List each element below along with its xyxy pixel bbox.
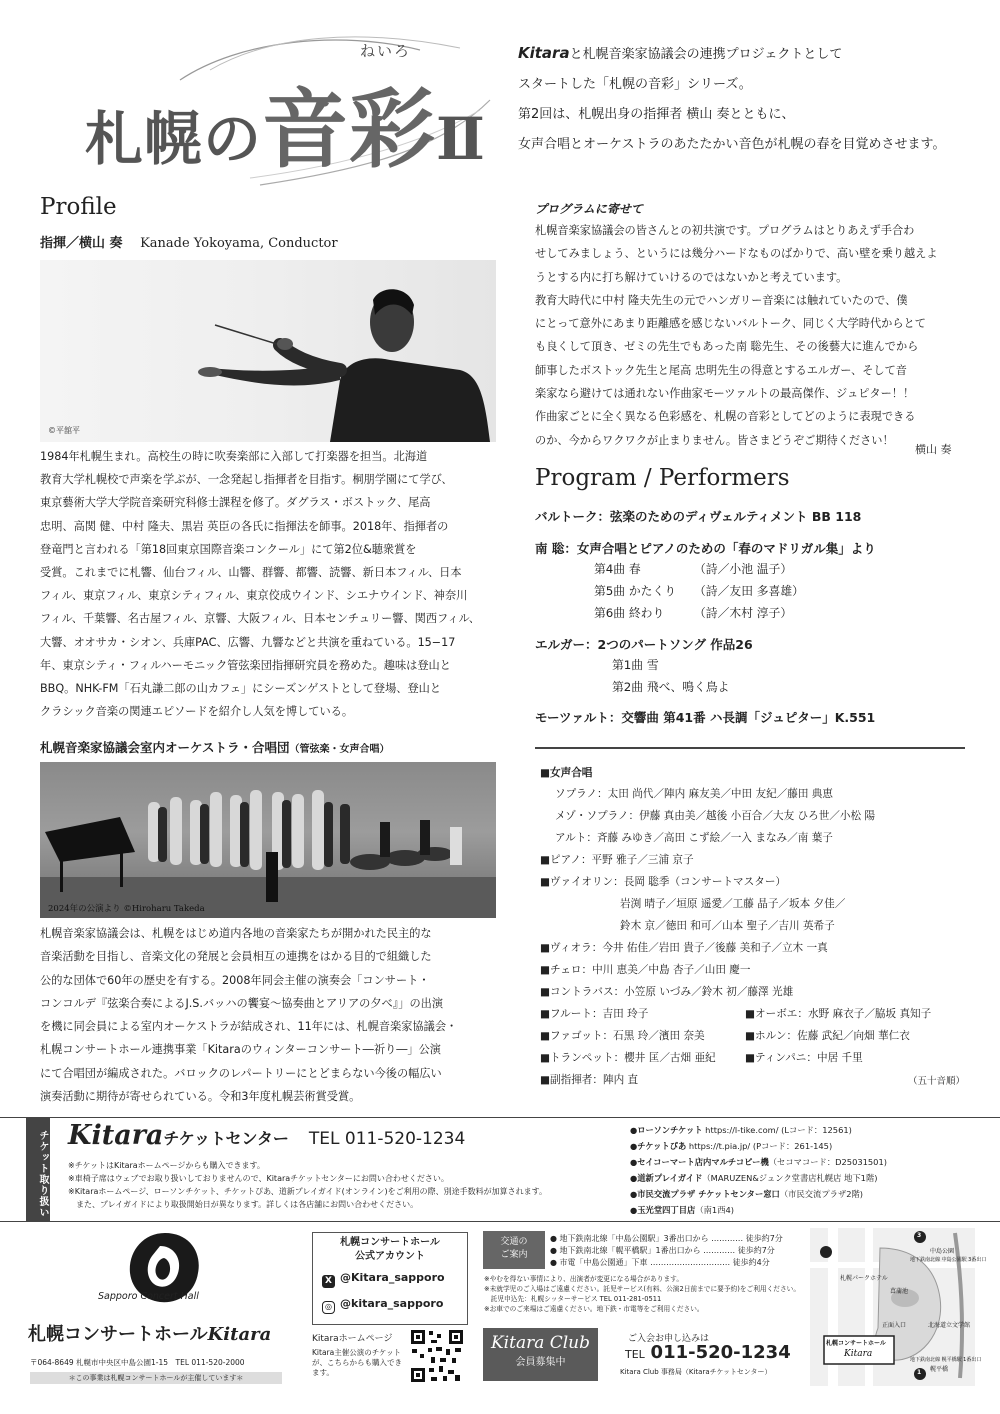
club-sub: 会員募集中	[515, 1357, 566, 1368]
bio-line: 教育大学札幌校で声楽を学ぶが、一念発起し指揮者を目指す。桐朋学園にて学び、	[40, 473, 453, 487]
message-line: 札幌音楽家協議会の皆さんとの初共演です。プログラムはとりあえず手合わ	[535, 224, 915, 237]
map-exit-3: 3	[917, 1232, 922, 1239]
program-sub-lyric: （詩／木村 淳子）	[694, 606, 793, 620]
orchestra-subtitle: （管弦楽・女声合唱）	[289, 744, 390, 755]
orchestra-description	[40, 922, 500, 1108]
club-tel-prefix: TEL	[625, 1348, 645, 1361]
hall-name-jp-text: 札幌コンサートホール	[28, 1324, 208, 1345]
message-line: せしてみましょう、というには幾分ハードなものばかりで、高い壁を乗り越えよ	[535, 247, 938, 261]
homepage-label: Kitaraホームページ	[312, 1334, 393, 1344]
orchestra-desc-line: 演奏活動に期待が寄せられている。令和3年度札幌芸術賞受賞。	[40, 1090, 361, 1104]
map-hall-label: 札幌コンサートホール	[826, 1340, 886, 1347]
conductor-name-en: Kanade Yokoyama, Conductor	[140, 236, 338, 251]
orchestra-desc-line: にて合唱団が編成された。バロックのレパートリーにとどまらない今後の幅広い	[40, 1066, 442, 1080]
outlet-detail: （セコマコード：D25031501)	[768, 1157, 887, 1167]
performers-mezzo: メゾ・ソプラノ：伊藤 真由美／越後 小百合／大友 ひろ世／小松 陽	[555, 810, 876, 822]
title-part1: 札幌の	[85, 105, 263, 173]
message-line: うとする内に打ち解けていけるのではないかと考えています。	[535, 270, 848, 284]
orchestra-desc-line: を機に同会員による室内オーケストラが結成され、11年には、札幌音楽家協議会・	[40, 1020, 458, 1034]
performers-violin: 鈴木 京／徳田 和可／山本 聖子／吉川 英希子	[620, 920, 835, 932]
organizer-note: ＊この事業は札幌コンサートホールが主催しています＊	[30, 1372, 282, 1384]
outlet-name: ●玉光堂四丁目店	[630, 1205, 696, 1215]
bio-line: 忠明、高関 健、中村 隆夫、黒岩 英臣の各氏に指揮法を師事。2018年、指揮者の	[40, 519, 449, 533]
club-apply-label: ご入会お申し込みは	[628, 1334, 710, 1344]
performers-violin: 岩渕 晴子／垣原 遥愛／工藤 晶子／坂本 夕佳／	[620, 898, 846, 910]
map-museum-label: 北海道立文学館	[928, 1322, 971, 1329]
ticket-outlet	[630, 1204, 734, 1216]
photo-credit-orchestra: 2024年の公演より ©Hiroharu Takeda	[48, 904, 205, 914]
outlet-name: ●市民交流プラザ チケットセンター窓口	[630, 1189, 780, 1199]
access-note: ※やむを得ない事情により、出演者が変更になる場合があります。	[484, 1275, 684, 1283]
orchestra-desc-line: 公的な団体で60年の歴史を有する。2008年同会主催の演奏会「コンサート・	[40, 973, 430, 987]
orchestra-title: 札幌音楽家協議会室内オーケストラ・合唱団	[40, 740, 290, 755]
message-line: のか、今からワクワクが止まりません。皆さまどうぞご期待ください！	[535, 433, 894, 447]
performers-bassoon: ■ファゴット：石黒 玲／濱田 奈美	[540, 1030, 705, 1042]
performers-trumpet: ■トランペット：櫻井 匡／古畑 亜紀	[540, 1052, 716, 1064]
program-sub-lyric: （詩／友田 多喜雄）	[694, 584, 804, 598]
message-line: 教育大時代に中村 隆夫先生の元でハンガリー音楽には触れていたので、僕	[535, 293, 908, 307]
ticket-center-label: チケットセンター	[163, 1129, 289, 1148]
performers-assistant: ■副指揮者：陣内 直	[540, 1074, 639, 1086]
orchestra-heading	[40, 738, 390, 756]
access-label	[483, 1231, 545, 1269]
program-sub-no: 第5曲 かたくり	[594, 584, 677, 598]
access-label-line: ご案内	[500, 1250, 528, 1260]
map-hall-brand: Kitara	[844, 1349, 873, 1359]
performers-cello: ■チェロ：中川 恵美／中島 杏子／山田 慶一	[540, 964, 751, 976]
ticket-outlet	[630, 1156, 887, 1168]
intro-brand: Kitara	[518, 44, 570, 62]
ticket-outlet	[630, 1188, 863, 1200]
bio-line: 受賞。これまでに札響、仙台フィル、山響、群響、都響、読響、新日本フィル、日本	[40, 566, 462, 580]
program-item-bartok: バルトーク：弦楽のためのディヴェルティメント BB 118	[535, 509, 862, 524]
profile-heading: Profile	[40, 194, 117, 220]
bio-line: 登竜門と言われる「第18回東京国際音楽コンクール」にて第2位&聴衆賞を	[40, 542, 417, 556]
ticket-note: ※車椅子席はウェブでお取り扱いしておりませんので、Kitaraチケットセンターにお問い合わせください。	[68, 1174, 449, 1183]
message-signature: 横山 奏	[915, 443, 952, 456]
outlet-detail: https://l-tike.com/ (Lコード：12561)	[702, 1125, 852, 1135]
conductor-bio	[40, 445, 500, 723]
access-note: ※お車でのご来場はご遠慮ください。地下鉄・市電等をご利用ください。	[484, 1305, 704, 1313]
program-item-minami: 南 聡：女声合唱とピアノのための「春のマドリガル集」より	[535, 541, 876, 556]
access-note: ※未就学児のご入場はご遠慮ください。託児サービス(有料、公演2日前までに要予約)をご利用ください。	[484, 1285, 801, 1293]
program-sub-no: 第1曲 雪	[612, 658, 659, 672]
bio-line: フィル、千葉響、名古屋フィル、京響、大阪フィル、日本センチュリー響、関西フィル、	[40, 612, 480, 626]
intro-line-1: と札幌音楽家協議会の連携プロジェクトとして	[569, 47, 843, 62]
map-subway-label: 幌平橋	[930, 1366, 949, 1373]
performers-divider	[535, 747, 965, 749]
bio-line: 1984年札幌生まれ。高校生の時に吹奏楽部に入部して打楽器を担当。北海道	[40, 450, 428, 463]
message-line: も良くして頂き、ゼミの先生でもあった南 聡先生、その後藝大に進んでから	[535, 340, 919, 354]
outlet-name: ●セイコーマート店内マルチコピー機	[630, 1157, 769, 1167]
title-part2: Ⅱ	[436, 105, 486, 173]
title-ruby: ねいろ	[360, 42, 412, 60]
message-body	[535, 219, 965, 452]
performers-alto: アルト：斉藤 みゆき／高田 こず絵／一入 まなみ／南 葉子	[555, 832, 833, 844]
access-route: ● 地下鉄南北線「幌平橋駅」1番出口から ………… 徒歩約7分	[550, 1246, 775, 1255]
orchestra-desc-line: 札幌コンサートホール連携事業「Kitaraのウィンターコンサート―祈り―」公演	[40, 1043, 441, 1057]
program-heading: Program / Performers	[535, 465, 790, 491]
performers-viola: ■ヴィオラ：今井 佑佳／岩田 貴子／後藤 美和子／立木 一真	[540, 942, 828, 954]
orchestra-scene	[40, 762, 496, 918]
x-account-handle: @Kitara_sapporo	[340, 1271, 445, 1284]
orchestra-desc-line: コンコルデ『弦楽合奏によるJ.S.バッハの饗宴〜協奏曲とアリアの夕べ』」の出演	[40, 996, 444, 1010]
homepage-desc: Kitara主催公演のチケットが、こちらからも購入できます。	[312, 1348, 402, 1377]
bio-line: 東京藝術大学大学院音楽研究科修士課程を修了。ダグラス・ボストック、尾高	[40, 496, 431, 510]
ticket-tel: TEL 011-520-1234	[308, 1129, 466, 1149]
accounts-heading-line: 札幌コンサートホール	[340, 1237, 440, 1248]
performers-oboe: ■オーボエ：水野 麻衣子／脇坂 真知子	[745, 1008, 932, 1020]
access-route: ● 市電「中島公園通」下車 ………………………… 徒歩約4分	[550, 1258, 770, 1267]
bio-line: BBQ。NHK-FM「石丸謙二郎の山カフェ」にシーズンゲストとして登場、登山と	[40, 682, 442, 696]
message-line: にとって意外にあまり距離感を感じないバルトーク、同じく大学時代からとて	[535, 317, 926, 331]
club-tel	[625, 1342, 791, 1363]
map-exit-label: 地下鉄南北線 幌平橋駅 1番出口	[910, 1357, 982, 1363]
performers-violin: ■ヴァイオリン：長岡 聡季（コンサートマスター）	[540, 876, 787, 888]
club-office: Kitara Club 事務局（Kitaraチケットセンター）	[620, 1368, 772, 1376]
orchestra-desc-line: 音楽活動を目指し、音楽文化の発展と会員相互の連携をはかる目的で組織した	[40, 950, 432, 964]
access-label-line: 交通の	[500, 1237, 528, 1247]
title-big: 音彩	[262, 79, 437, 180]
program-item-elgar: エルガー：2つのパートソング 作品26	[535, 637, 753, 652]
message-line: 作曲家ごとに全く異なる色彩感を、札幌の音彩としてどのように表現できる	[535, 410, 916, 424]
program-sub-lyric: （詩／小池 温子）	[694, 562, 793, 576]
program-item-mozart: モーツァルト：交響曲 第41番 ハ長調「ジュピター」K.551	[535, 710, 876, 725]
ticket-outlet	[630, 1124, 852, 1136]
kitara-club-badge	[483, 1328, 598, 1381]
intro-line-3: 第2回は、札幌出身の指揮者 横山 奏とともに、	[518, 107, 795, 122]
intro-line-2: スタートした「札幌の音彩」シリーズ。	[518, 77, 752, 92]
accounts-heading-line: 公式アカウント	[355, 1251, 425, 1262]
instagram-account-link[interactable]	[322, 1297, 443, 1314]
page-title	[85, 60, 486, 184]
instagram-icon: ◎	[322, 1301, 335, 1314]
bio-line: フィル、東京フィル、東京シティフィル、東京佼成ウインド、シエナウインド、神奈川	[40, 589, 468, 603]
conductor-silhouette	[40, 260, 496, 442]
outlet-detail: （MARUZEN&ジュンク堂書店札幌店 地下1階)	[702, 1173, 878, 1183]
conductor-photo	[40, 260, 496, 442]
orchestra-photo	[40, 762, 496, 918]
ticket-brand: Kitara	[68, 1120, 164, 1151]
map-subway-label: 中島公園	[930, 1248, 955, 1255]
ticket-center	[68, 1120, 465, 1151]
hall-name-en: Sapporo Concert Hall	[98, 1291, 199, 1302]
outlet-name: ●ローソンチケット	[630, 1125, 703, 1135]
map-hotel-label: 札幌パークホテル	[840, 1275, 888, 1282]
outlet-name: ●チケットぴあ	[630, 1141, 687, 1151]
performers-horn: ■ホルン：佐藤 武紀／向畑 華仁衣	[745, 1030, 910, 1042]
message-line: 楽家なら避けては通れない作曲家モーツァルトの最高傑作、ジュピター！！	[535, 387, 915, 401]
hall-address: 〒064-8649 札幌市中央区中島公園1-15 TEL 011-520-2000	[30, 1358, 245, 1367]
bio-line: 大響、オオサカ・シオン、兵庫PAC、広響、九響などと共演を重ねている。15−17	[40, 635, 456, 649]
hall-brand: Kitara	[207, 1324, 272, 1345]
intro-line-4: 女声合唱とオーケストラのあたたかい音色が札幌の春を目覚めさせます。	[518, 137, 946, 152]
photo-credit-conductor: ©平舘平	[48, 426, 80, 435]
outlet-detail: （南1西4)	[695, 1205, 735, 1215]
hall-name-jp	[28, 1320, 271, 1346]
official-accounts-heading	[312, 1236, 468, 1264]
ticket-note: ※チケットはKitaraホームページからも購入できます。	[68, 1161, 265, 1170]
ticket-note: また、プレイガイドにより取扱開始日が異なります。詳しくは各店舗にお問い合わせください。	[68, 1200, 419, 1209]
program-sub-no: 第6曲 終わり	[594, 606, 665, 620]
club-tel-number: 011-520-1234	[650, 1342, 791, 1363]
ticket-outlet	[630, 1140, 832, 1152]
performers-soprano: ソプラノ：太田 尚代／陣内 麻友美／中田 友紀／藤田 典恵	[555, 788, 833, 800]
club-name: Kitara Club	[490, 1333, 591, 1353]
performers-timpani: ■ティンパニ：中居 千里	[745, 1052, 863, 1064]
performers-bass: ■コントラバス：小笠原 いづみ／鈴木 初／藤澤 光雄	[540, 986, 794, 998]
ticket-note: ※Kitaraホームページ、ローソンチケット、チケットぴあ、道新プレイガイド(オンライン)をご利用の際、別途手数料が加算されます。	[68, 1187, 547, 1196]
ig-account-handle: @kitara_sapporo	[340, 1297, 444, 1310]
bio-line: 年、東京シティ・フィルハーモニック管弦楽団指揮研究員を務めた。趣味は登山と	[40, 658, 451, 672]
access-map	[810, 1228, 987, 1386]
message-heading: プログラムに寄せて	[535, 202, 643, 216]
performers-order-note: （五十音順）	[908, 1076, 966, 1087]
qr-code-icon[interactable]	[409, 1328, 465, 1384]
program-sub-no: 第4曲 春	[594, 562, 641, 576]
map-exit-label: 地下鉄南北線 中島公園駅 3番出口	[910, 1257, 987, 1263]
map-exit-1: 1	[917, 1369, 922, 1376]
program-sub-no: 第2曲 飛べ、鳴く鳥よ	[612, 680, 730, 694]
performers-piano: ■ピアノ：平野 雅子／三浦 京子	[540, 854, 694, 866]
map-pond-label: 菖蒲池	[890, 1288, 909, 1295]
x-icon: X	[322, 1275, 335, 1288]
conductor-role-jp: 指揮／横山 奏	[40, 236, 123, 251]
x-account-link[interactable]	[322, 1271, 445, 1288]
orchestra-desc-line: 札幌音楽家協議会は、札幌をはじめ道内各地の音楽家たちが開かれた民主的な	[40, 927, 432, 940]
outlet-detail: https://t.pia.jp/ (Pコード：261-145)	[686, 1141, 833, 1151]
intro-text	[518, 38, 968, 160]
performers-flute: ■フルート：吉田 玲子	[540, 1008, 649, 1020]
access-route: ● 地下鉄南北線「中島公園駅」3番出口から ………… 徒歩約7分	[550, 1234, 783, 1243]
ticket-tab-label: チケット取り扱い	[26, 1117, 50, 1222]
performers-choir: ■女声合唱	[540, 767, 593, 779]
map-gate-label: 正面入口	[882, 1322, 907, 1329]
outlet-name: ●道新プレイガイド	[630, 1173, 703, 1183]
outlet-detail: （市民交流プラザ2階)	[779, 1189, 864, 1199]
ticket-outlet	[630, 1172, 877, 1184]
access-note: 託児申込先：札幌シッターサービス TEL 011-281-0511	[484, 1295, 662, 1303]
bio-line: クラシック音楽の関連エピソードを紹介し人気を博している。	[40, 705, 354, 719]
conductor-name	[40, 232, 338, 251]
message-line: 師事したボストック先生と尾高 忠明先生の得意とするエルガー、そして音	[535, 363, 907, 377]
